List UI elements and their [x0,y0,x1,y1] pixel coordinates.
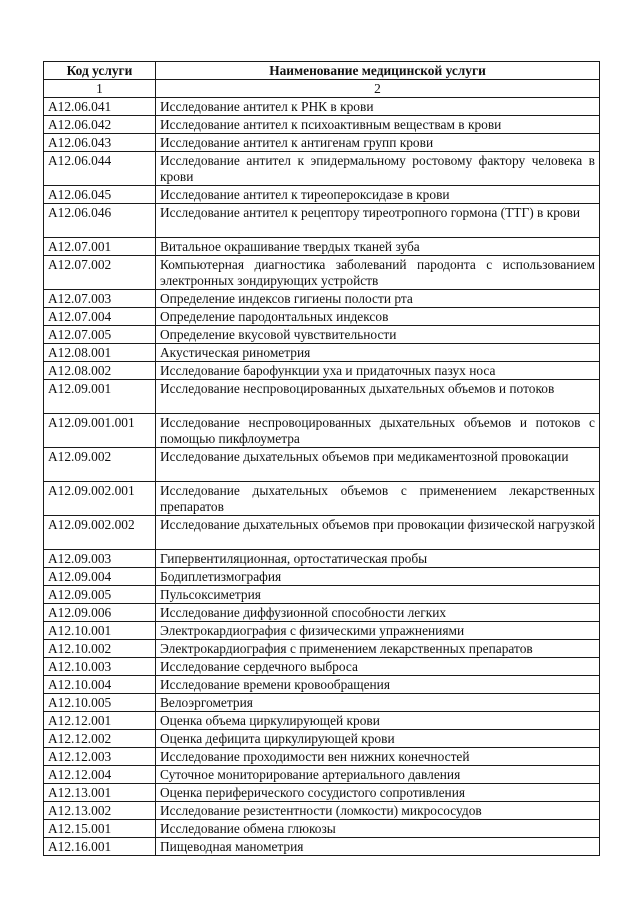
service-code-cell: A12.12.004 [44,766,156,784]
table-header-row [44,62,600,80]
document-page [43,61,599,856]
service-name-cell: Исследование антител к антигенам групп крови [156,134,600,152]
service-name-cell: Исследование неспровоцированных дыхательных объемов и потоков с помощью пикфлоуметра [156,414,600,448]
table-row [44,238,600,256]
service-code-cell: A12.06.042 [44,116,156,134]
service-name-cell: Бодиплетизмография [156,568,600,586]
service-code-cell: A12.06.043 [44,134,156,152]
table-row [44,326,600,344]
service-code-cell: A12.12.003 [44,748,156,766]
table-row [44,380,600,414]
table-row [44,586,600,604]
service-code-cell: A12.09.006 [44,604,156,622]
service-code-cell: A12.12.001 [44,712,156,730]
service-name-cell: Исследование времени кровообращения [156,676,600,694]
service-code-cell: A12.06.044 [44,152,156,186]
service-code-cell: A12.06.046 [44,204,156,238]
service-name-cell: Определение индексов гигиены полости рта [156,290,600,308]
table-row [44,308,600,326]
service-code-cell: A12.07.004 [44,308,156,326]
table-row [44,186,600,204]
service-code-cell: A12.07.002 [44,256,156,290]
table-row [44,362,600,380]
service-code-cell: A12.10.004 [44,676,156,694]
service-name-cell: Исследование неспровоцированных дыхательных объемов и потоков [156,380,600,414]
service-name-cell: Пищеводная манометрия [156,838,600,856]
table-row [44,712,600,730]
table-row [44,290,600,308]
service-code-cell: A12.10.002 [44,640,156,658]
service-code-cell: A12.16.001 [44,838,156,856]
table-row [44,98,600,116]
service-code-cell: A12.09.003 [44,550,156,568]
service-name-cell: Исследование обмена глюкозы [156,820,600,838]
column-header-name: Наименование медицинской услуги [156,62,600,80]
service-code-cell: A12.07.003 [44,290,156,308]
service-code-cell: A12.07.005 [44,326,156,344]
table-row [44,550,600,568]
service-name-cell: Исследование антител к тиреопероксидазе в крови [156,186,600,204]
table-row [44,640,600,658]
service-code-cell: A12.12.002 [44,730,156,748]
table-row [44,568,600,586]
service-code-cell: A12.13.001 [44,784,156,802]
table-row [44,482,600,516]
column-number-name: 2 [156,80,600,98]
table-row [44,116,600,134]
service-code-cell: A12.08.001 [44,344,156,362]
table-row [44,604,600,622]
service-name-cell: Исследование дыхательных объемов с применением лекарственных препаратов [156,482,600,516]
service-code-cell: A12.10.005 [44,694,156,712]
table-row [44,344,600,362]
table-row [44,694,600,712]
table-row [44,516,600,550]
service-code-cell: A12.15.001 [44,820,156,838]
table-row [44,448,600,482]
table-row [44,152,600,186]
column-number-code: 1 [44,80,156,98]
service-name-cell: Исследование барофункции уха и придаточных пазух носа [156,362,600,380]
table-row [44,414,600,448]
service-name-cell: Суточное мониторирование артериального давления [156,766,600,784]
service-name-cell: Компьютерная диагностика заболеваний пародонта с использованием электронных зондирующих устройств [156,256,600,290]
column-number-row [44,80,600,98]
service-code-cell: A12.06.041 [44,98,156,116]
service-name-cell: Исследование дыхательных объемов при медикаментозной провокации [156,448,600,482]
service-name-cell: Велоэргометрия [156,694,600,712]
service-code-cell: A12.10.001 [44,622,156,640]
service-name-cell: Исследование антител к психоактивным веществам в крови [156,116,600,134]
service-name-cell: Акустическая ринометрия [156,344,600,362]
table-body [44,98,600,856]
service-name-cell: Витальное окрашивание твердых тканей зуба [156,238,600,256]
table-row [44,204,600,238]
service-code-cell: A12.09.002.002 [44,516,156,550]
service-name-cell: Исследование антител к рецептору тиреотропного гормона (ТТГ) в крови [156,204,600,238]
table-row [44,256,600,290]
service-name-cell: Определение пародонтальных индексов [156,308,600,326]
table-row [44,766,600,784]
service-name-cell: Исследование диффузионной способности легких [156,604,600,622]
table-row [44,676,600,694]
service-name-cell: Исследование проходимости вен нижних конечностей [156,748,600,766]
service-name-cell: Исследование резистентности (ломкости) микрососудов [156,802,600,820]
table-row [44,802,600,820]
service-code-cell: A12.09.005 [44,586,156,604]
medical-services-table [43,61,600,856]
table-row [44,820,600,838]
table-row [44,748,600,766]
service-name-cell: Электрокардиография с физическими упражнениями [156,622,600,640]
service-code-cell: A12.09.002 [44,448,156,482]
service-name-cell: Исследование сердечного выброса [156,658,600,676]
service-code-cell: A12.09.001.001 [44,414,156,448]
service-code-cell: A12.13.002 [44,802,156,820]
service-code-cell: A12.08.002 [44,362,156,380]
service-name-cell: Оценка периферического сосудистого сопротивления [156,784,600,802]
service-name-cell: Гипервентиляционная, ортостатическая пробы [156,550,600,568]
service-name-cell: Исследование дыхательных объемов при провокации физической нагрузкой [156,516,600,550]
service-code-cell: A12.07.001 [44,238,156,256]
service-code-cell: A12.09.004 [44,568,156,586]
service-name-cell: Исследование антител к РНК в крови [156,98,600,116]
table-row [44,730,600,748]
service-code-cell: A12.06.045 [44,186,156,204]
service-name-cell: Оценка дефицита циркулирующей крови [156,730,600,748]
table-row [44,658,600,676]
table-row [44,784,600,802]
service-name-cell: Исследование антител к эпидермальному ростовому фактору человека в крови [156,152,600,186]
column-header-code: Код услуги [44,62,156,80]
service-code-cell: A12.10.003 [44,658,156,676]
service-name-cell: Электрокардиография с применением лекарственных препаратов [156,640,600,658]
service-name-cell: Пульсоксиметрия [156,586,600,604]
service-name-cell: Оценка объема циркулирующей крови [156,712,600,730]
service-code-cell: A12.09.002.001 [44,482,156,516]
table-row [44,838,600,856]
table-row [44,622,600,640]
service-code-cell: A12.09.001 [44,380,156,414]
table-row [44,134,600,152]
service-name-cell: Определение вкусовой чувствительности [156,326,600,344]
